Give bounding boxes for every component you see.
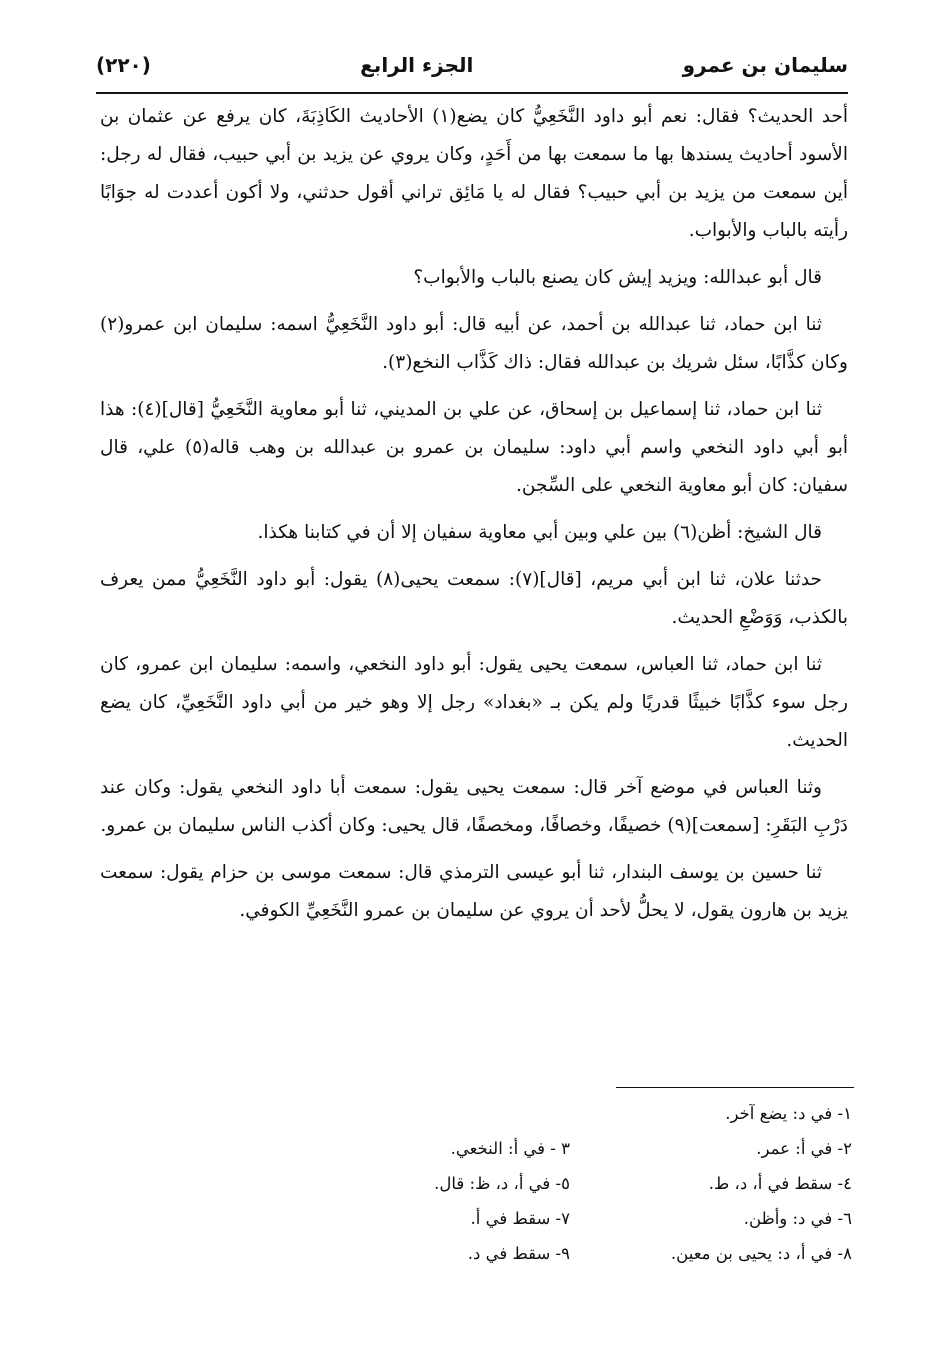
page-header <box>96 42 848 88</box>
paragraph: ثنا ابن حماد، ثنا العباس، سمعت يحيى يقول: أبو داود النخعي، واسمه: سليمان ابن عمرو، كان رجل سوء كذَّابًا خبيثًا قدريًا ولم يكن بـ «بغداد» رجل إلا وهو خير من أبي داود النَّخَعِيِّ، كان يضع الحديث. <box>100 654 848 751</box>
page-number: (٢٢٠) <box>96 53 151 77</box>
paragraph: حدثنا علان، ثنا ابن أبي مريم، [قال](٧): سمعت يحيى(٨) يقول: أبو داود النَّخَعِيُّ ممن يعرف بالكذب، وَوَضْعِ الحديث. <box>100 569 848 628</box>
paragraph: ثنا ابن حماد، ثنا عبدالله بن أحمد، عن أبيه قال: أبو داود النَّخَعِيُّ اسمه: سليمان ابن عمرو(٢) وكان كذَّابًا، سئل شريك بن عبدالله فقال: ذاك كَذَّاب النخع(٣). <box>100 314 848 373</box>
footnote-column-left <box>300 1096 570 1271</box>
entry-name: سليمان بن عمرو <box>682 53 848 77</box>
footnote-column-right <box>582 1096 852 1271</box>
paragraph: وثنا العباس في موضع آخر قال: سمعت يحيى يقول: سمعت أبا داود النخعي يقول: وكان عند دَرْبِ البَقَرِ: [سمعت](٩) خصيفًا، وخصافًا، ومخصفًا، قال يحيى: وكان أكذب الناس سليمان بن عمرو. <box>100 777 848 836</box>
header-divider <box>96 92 848 94</box>
footnote-item: ١- في د: يضع آخر. <box>725 1104 852 1123</box>
footnote-item: ٨- في أ، د: يحيى بن معين. <box>670 1244 852 1263</box>
paragraph: ثنا حسين بن يوسف البندار، ثنا أبو عيسى الترمذي قال: سمعت موسى بن حزام يقول: سمعت يزيد بن هارون يقول، لا يحلُّ لأحد أن يروي عن سليمان بن عمرو النَّخَعِيِّ الكوفي. <box>100 862 848 921</box>
paragraph: قال الشيخ: أظن(٦) بين علي وبين أبي معاوية سفيان إلا أن في كتابنا هكذا. <box>257 522 822 543</box>
paragraph: أحد الحديث؟ فقال: نعم أبو داود النَّخَعِيُّ كان يضع(١) الأحاديث الكَاذِبَةَ، كان يرفع عن عثمان بن الأسود أحاديث يسندها بها ما سمعت بها من أَحَدٍ، وكان يروي عن يزيد بن أبي حبيب، فقال له رجل: أين سمعت من يزيد بن أبي حبيب؟ فقال له يا مَائِق تراني أقول حدثني، ولا أكون أعددت له جوَابًا رأيته بالباب والأبواب. <box>100 106 849 241</box>
main-text <box>100 98 848 939</box>
footnote-item: ٤- سقط في أ، د، ط. <box>708 1174 852 1193</box>
volume-title: الجزء الرابع <box>360 53 474 77</box>
footnote-item: ٥- في أ، د، ظ: قال. <box>434 1174 570 1193</box>
footnote-item: ٧- سقط في أ. <box>470 1209 570 1228</box>
footnote-item: ٦- في د: وأظن. <box>743 1209 852 1228</box>
footnote-item: ٩- سقط في د. <box>467 1244 570 1263</box>
footnotes <box>300 1096 852 1271</box>
paragraph: قال أبو عبدالله: ويزيد إيش كان يصنع بالباب والأبواب؟ <box>413 267 822 288</box>
footnote-item: ٣ - في أ: النخعي. <box>450 1139 570 1158</box>
footnote-item: ٢- في أ: عمر. <box>756 1139 852 1158</box>
footnote-divider <box>616 1087 854 1088</box>
paragraph: ثنا ابن حماد، ثنا إسماعيل بن إسحاق، عن علي بن المديني، ثنا أبو معاوية النَّخَعِيُّ [قال](٤): هذا أبو أبي داود النخعي واسم أبي داود: سليمان بن عمرو بن عبدالله بن وهب قاله(٥) علي، قال سفيان: كان أبو معاوية النخعي على السِّجن. <box>100 399 848 496</box>
